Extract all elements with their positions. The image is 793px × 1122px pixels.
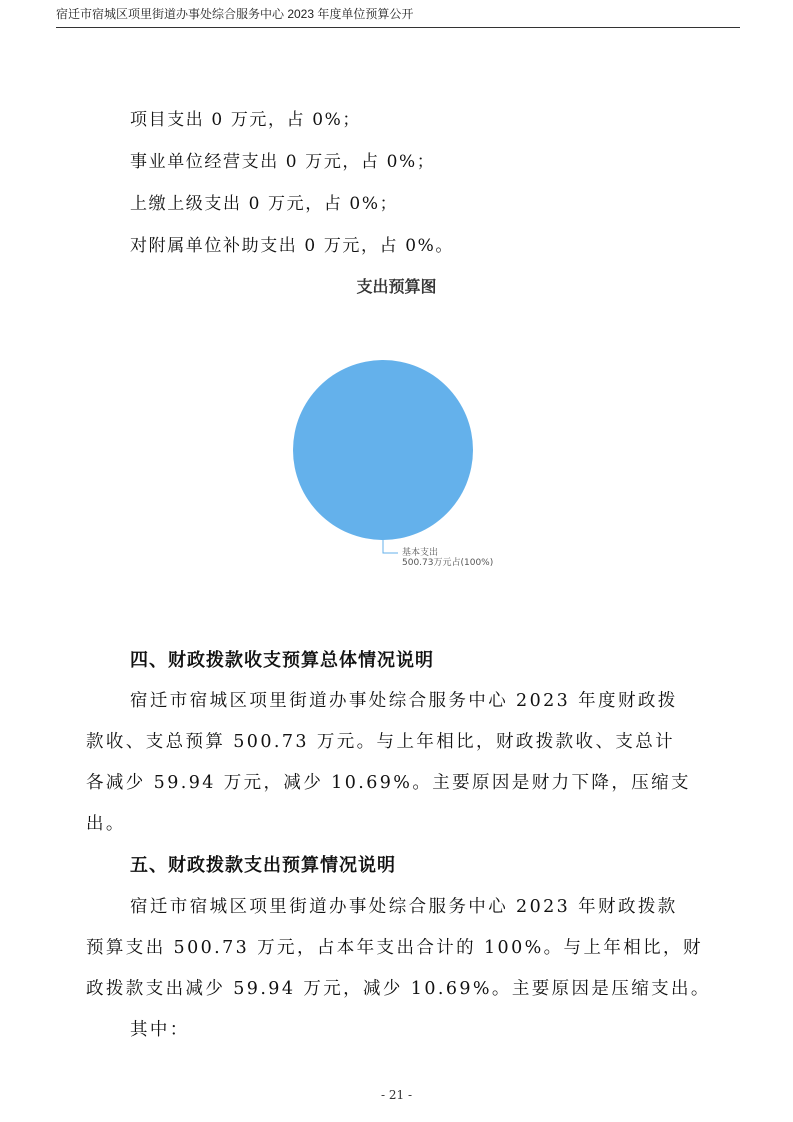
- section5-line: 其中：: [130, 1020, 190, 1040]
- section4-line: 款收、支总预算 500.73 万元。与上年相比，财政拨款收、支总计: [86, 732, 676, 752]
- pie-chart: [280, 350, 520, 580]
- header-rule: [56, 27, 740, 28]
- item-remit-expense: 上缴上级支出 0 万元，占 0%；: [130, 194, 399, 214]
- item-subsidy-expense: 对附属单位补助支出 0 万元，占 0%。: [130, 236, 454, 256]
- section4-line: 宿迁市宿城区项里街道办事处综合服务中心 2023 年度财政拨: [130, 691, 678, 711]
- section5-line: 宿迁市宿城区项里街道办事处综合服务中心 2023 年财政拨款: [130, 897, 678, 917]
- item-project-expense: 项目支出 0 万元，占 0%；: [130, 110, 361, 130]
- section5-line: 预算支出 500.73 万元，占本年支出合计的 100%。与上年相比，财: [86, 938, 703, 958]
- pie-slice-basic-expense: [293, 360, 473, 540]
- section4-line: 各减少 59.94 万元，减少 10.69%。主要原因是财力下降，压缩支: [86, 773, 691, 793]
- section5-heading: 五、财政拨款支出预算情况说明: [130, 855, 396, 876]
- pie-slice-value-label: 500.73万元占(100%): [402, 558, 494, 568]
- chart-title: 支出预算图: [356, 277, 437, 296]
- page-header: 宿迁市宿城区项里街道办事处综合服务中心 2023 年度单位预算公开: [56, 7, 414, 21]
- pie-leader-line: [383, 540, 398, 553]
- pie-slice-label: 基本支出: [402, 548, 439, 558]
- page-number: - 21 -: [380, 1088, 412, 1102]
- section4-heading: 四、财政拨款收支预算总体情况说明: [130, 650, 434, 671]
- section4-line: 出。: [86, 814, 126, 834]
- section5-line: 政拨款支出减少 59.94 万元，减少 10.69%。主要原因是压缩支出。: [86, 979, 711, 999]
- item-business-expense: 事业单位经营支出 0 万元，占 0%；: [130, 152, 436, 172]
